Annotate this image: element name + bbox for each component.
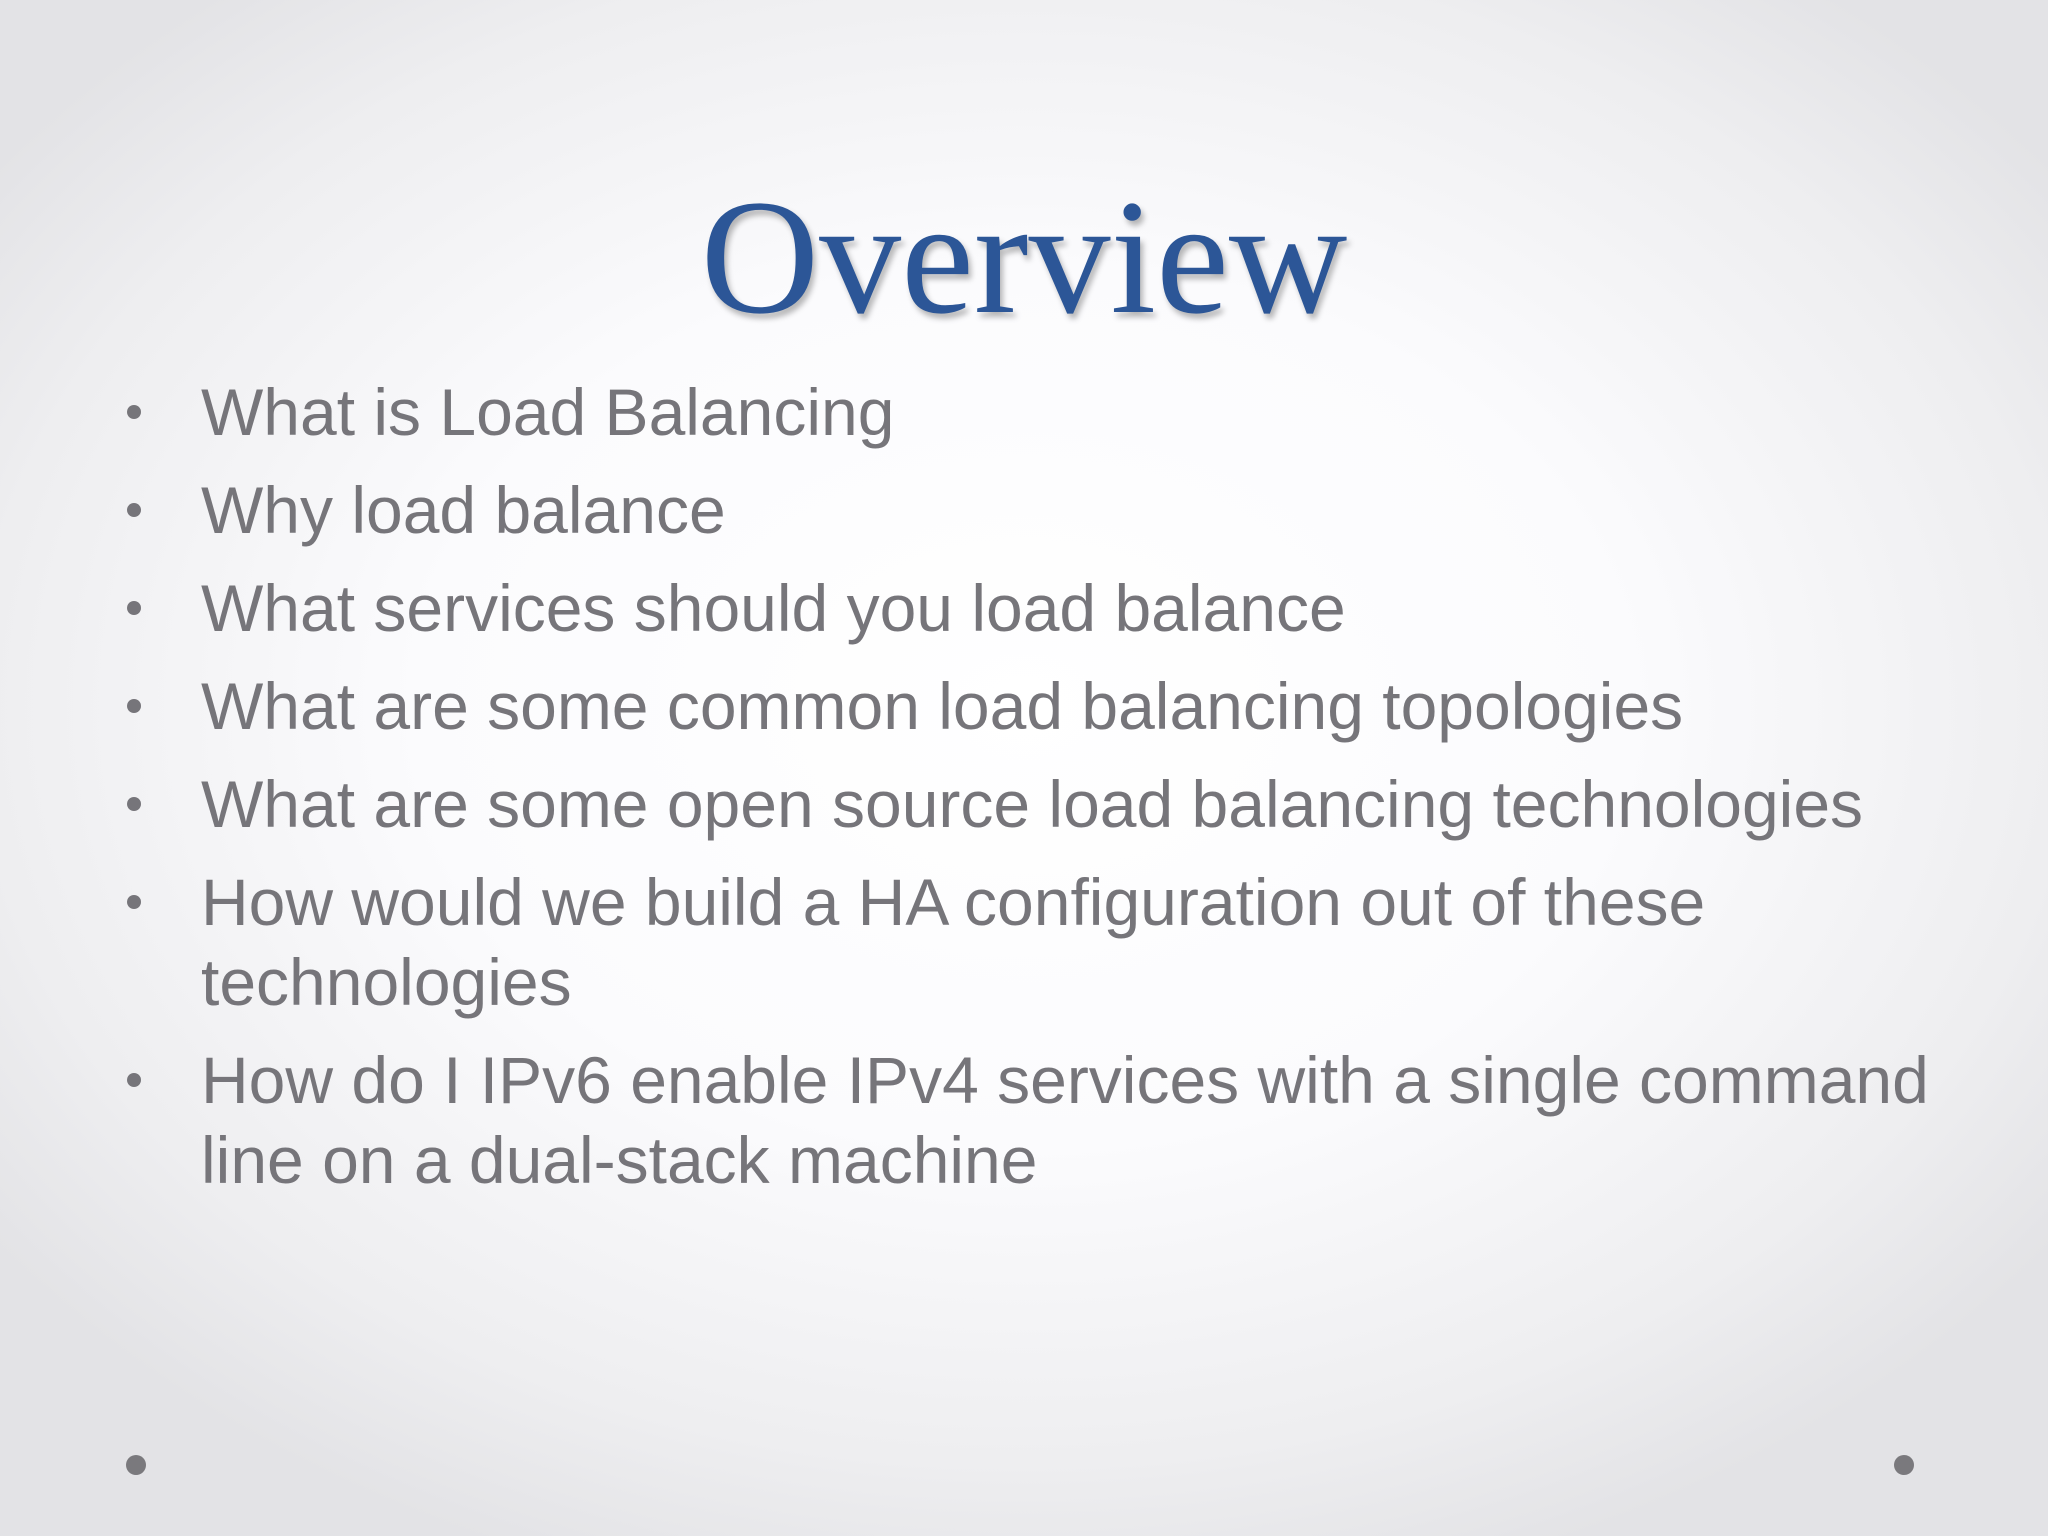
bullet-item <box>120 1040 1980 1200</box>
bullet-text: What are some common load balancing topologies <box>201 669 1684 743</box>
bullet-item <box>120 470 1980 550</box>
bullet-icon <box>127 405 141 419</box>
bullet-item <box>120 372 1980 452</box>
bullet-item <box>120 568 1980 648</box>
bullet-icon <box>127 895 141 909</box>
bullet-text: How would we build a HA configuration out of these technologies <box>201 865 1706 1019</box>
bullet-text: Why load balance <box>201 473 726 547</box>
bullet-item <box>120 764 1980 844</box>
bullet-icon <box>127 699 141 713</box>
slide-title: Overview <box>700 167 1348 348</box>
bullet-item <box>120 862 1980 1022</box>
bullet-item <box>120 666 1980 746</box>
corner-dot-right-icon <box>1894 1455 1914 1475</box>
bullet-icon <box>127 503 141 517</box>
bullet-text: What services should you load balance <box>201 571 1346 645</box>
bullet-icon <box>127 1073 141 1087</box>
bullet-text: How do I IPv6 enable IPv4 services with a single command line on a dual-stack machine <box>201 1043 1929 1197</box>
bullet-text: What is Load Balancing <box>201 375 895 449</box>
bullet-text: What are some open source load balancing technologies <box>201 767 1864 841</box>
bullet-icon <box>127 601 141 615</box>
bullet-list <box>120 372 1980 1218</box>
bullet-icon <box>127 797 141 811</box>
corner-dot-left-icon <box>126 1455 146 1475</box>
